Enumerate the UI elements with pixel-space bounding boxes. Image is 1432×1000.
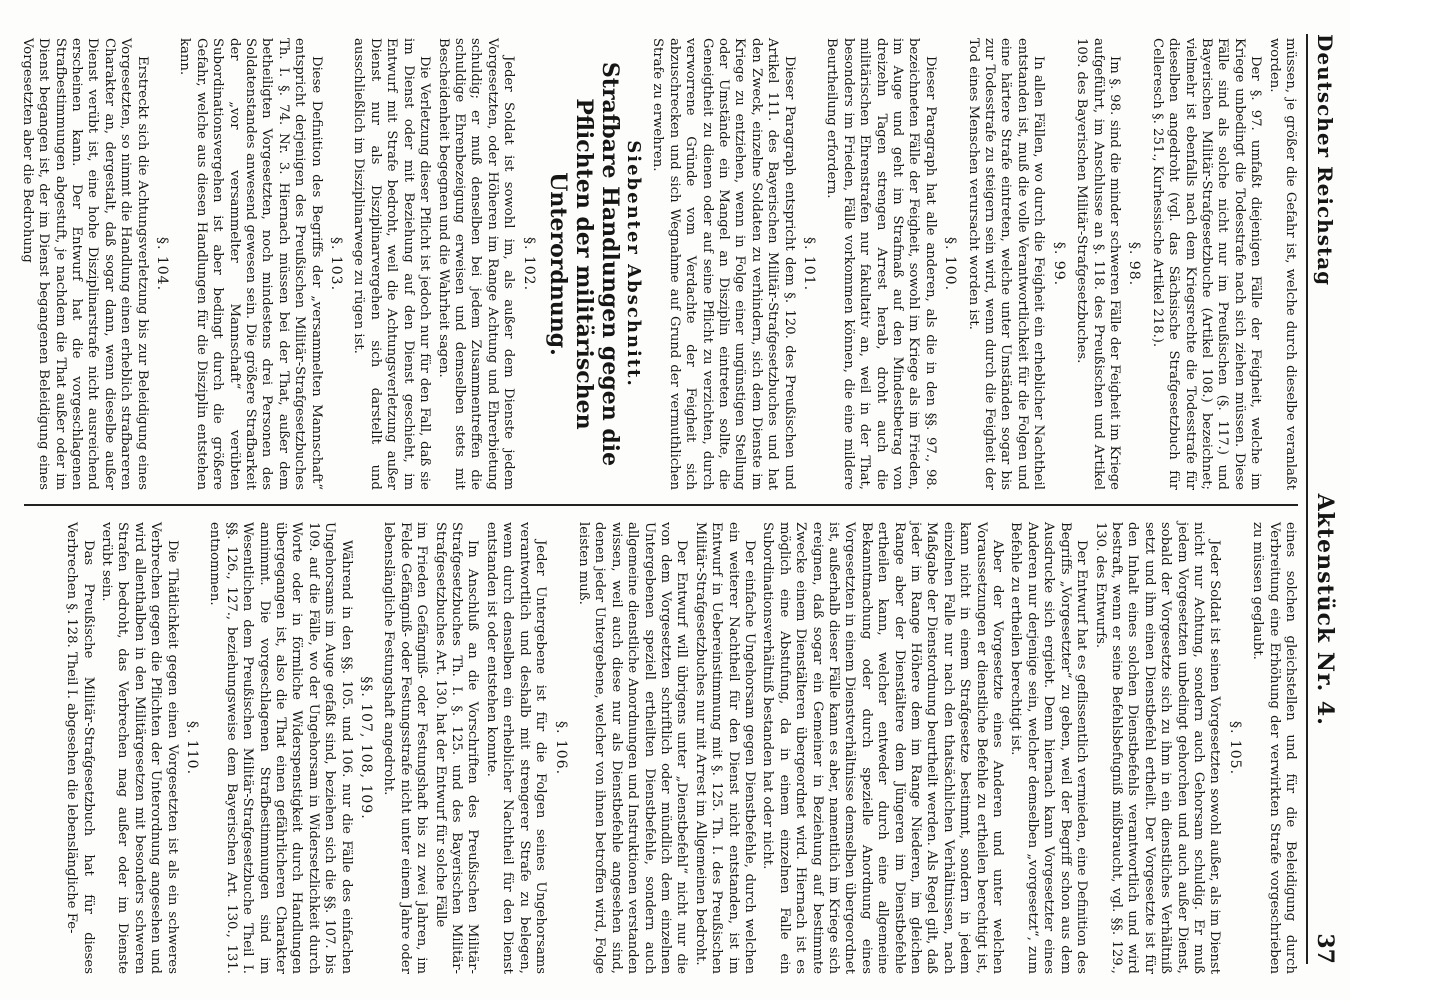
page-number: 37 — [1312, 933, 1338, 964]
paragraph: Der Entwurf hat es geflissentlich vermieden, eine Definition des Begriffs „Vorgesetzter“ zu geben, weil der Begriff schon aus dem Ausdrucke sich ergiebt. Denn hiernach kann Vorgesetzter eines Anderen nur derjenige sein, welcher demselben „vorgesetzt“, zum Befehle zu ertheilen berechtigt ist. — [1008, 522, 1090, 974]
section-heading: §. 101. — [801, 236, 818, 292]
paragraph: Aber der Vorgesetzte eines Anderen und unter welchen Voraussetzungen er dienstliche Befehle zu ertheilen berechtigt ist, kann nicht in einem Strafgesetze bestimmt, sondern in jedem einzelnen Falle nur nach den thatsächlichen Verhältnissen, nach Maßgabe der Dienstordnung beurtheilt werden. Als Regel gilt, daß jeder im Range Höhere dem im Range Niederen, im gleichen Range aber der Dienstältere dem Jüngeren im Dienstbefehle ertheilen kann, welcher entweder durch eine allgemeine Bekanntmachung oder durch spezielle Anordnung eines Vorgesetzten in einem Dienstverhältnisse demselben übergeordnet ist, außerhalb dieser Fälle kann es aber, namentlich im Kriege sich ereignen, daß sogar ein Gemeiner in Beziehung auf bestimmte Zwecke einem Dienstälteren übergeordnet wird. Hiernach ist es möglich eine Abstufung, da in einem einzelnen Falle ein Subordinationsverhältniß bestanden hat oder nicht. — [760, 522, 1006, 974]
section-heading: §§. 107, 108, 109. — [358, 676, 375, 820]
paragraph: Der einfache Ungehorsam gegen Dienstbefehle, durch welchen ein weiterer Nachtheil für den Dienst nicht entstanden, ist im Entwurf in Uebereinstimmung mit §. 125. Th. I. des Preußischen Militär-Strafgesetzbuches nur mit Arrest im Allgemeinen bedroht. — [692, 522, 757, 974]
paragraph: Jeder Soldat ist sowohl im, als außer dem Dienste jedem Vorgesetzten, oder Höheren im Range Achtung und Ehrerbietung schuldig; er muß denselben bei jedem Zusammentreffen die schuldige Ehrenbezeigung erweisen und demselben stets mit Bescheidenheit begegnen und die Wahrheit sagen. — [435, 38, 517, 490]
paragraph: Der §. 97. umfaßt diejenigen Fälle der Feigheit, welche im Kriege unbedingt die Todesstrafe nach sich ziehen müssen. Diese Fälle sind als solche nicht nur im Preußischen (§. 117.) und Bayerischen Militär-Strafgesetzbuche (Artikel 108.) bezeichnet; vielmehr ist ebenfalls nach dem Kriegsrechte die Todesstrafe für dieselben angedroht (vgl. das Sächsische Strafgesetzbuch für Celleresch §. 251., Kurhessische Artikel 218.). — [1149, 38, 1264, 490]
section-heading: §. 106. — [552, 720, 569, 776]
paragraph: im Frieden Gefängniß- oder Festungshaft bis zu zwei Jahren, im Felde Gefängniß- oder Festungsstrafe nicht unter einem Jahre oder lebenslängliche Festungshaft angedroht. — [381, 522, 430, 974]
paragraph: Diese Definition des Begriffs der „versammelten Mannschaft“ entspricht derjenigen des Preußischen Militär-Strafgesetzbuches Th. I. §. 74. Nr. 3. Hiernach müssen bei der That, außer dem betheiligten Vorgesetzten, noch mindestens drei Personen des Soldatenstandes anwesend gewesen sein. Die größere Strafbarkeit der „vor versammelter Mannschaft“ verübten Subordinationsvergehen ist aber bedingt durch die größere Gefahr, welche aus diesen Handlungen für die Disziplin entstehen kann. — [177, 38, 324, 490]
paragraph: Dieser Paragraph hat alle anderen, als die in den §§. 97., 98. bezeichneten Fälle der Feigheit, sowohl im Kriege als im Frieden, im Auge und geht im Strafmaß auf den Mindestbetrag von dreizehn Tagen strengen Arrest herab, droht auch die militärischen Ehrenstrafen nur fakultativ an, weil in der That, besonders im Frieden, Fälle vorkommen können, die eine mildere Beurtheilung erfordern. — [824, 38, 938, 490]
paragraph: Dieser Paragraph entspricht dem §. 120. des Preußischen und Artikel 111. des Bayerischen Militär-Strafgesetzbuches und hat den Zweck, einzelne Soldaten zu verhindern, sich dem Dienste im Kriege zu entziehen, wenn in Folge einer ungünstigen Stellung oder Umstände ein Mangel an Disziplin eintreten sollte, die Geneigtheit zu dienen oder auf seine Pflicht zu verzichten, durch verworrene Gründe vom Verdachte der Feigheit sich abzuschrecken und sich Wegnahme auf Grund der vermuthlichen Strafe zu erwehren. — [650, 38, 797, 490]
paragraph: Der Entwurf will übrigens unter „Dienstbefehl“ nicht nur die von dem Vorgesetzten schriftlich oder mündlich dem einzelnen Untergebenen speziell ertheilten Dienstbefehle, sondern auch allgemeine dienstliche Anordnungen und Instruktionen verstanden wissen, weil auch diese nur als Dienstbefehle angesehen sind, denen jeder Untergebene, welcher von ihnen betroffen wird, Folge leisten muß. — [575, 522, 690, 974]
paragraph: In allen Fällen, wo durch die Feigheit ein erheblicher Nachtheil entstanden ist, muß die volle Verantwortlichkeit für die Folgen und eine härtere Strafe eintreten, welche unter Umständen sogar bis zur Todesstrafe zu steigern sein wird, wenn durch die Feigheit der Tod eines Menschen verursacht worden ist. — [965, 38, 1047, 490]
chapter-title: Strafbare Handlungen gegen die Pflichten der militärischen Unterordnung. — [544, 61, 623, 467]
paragraph: Das Preußische Militär-Strafgesetzbuch hat für dieses Verbrechen §. 128. Theil I. abgesehen die lebenslängliche Fe- — [64, 522, 96, 974]
paragraph: Die Thätlichkeit gegen einen Vorgesetzten ist als ein schweres Verbrechen gegen die Pflichten der Unterordnung angesehen und wird allenthalben in den Militärgesetzen mit besonders schweren Strafen bedroht, das Verbrechen mag außer oder im Dienste verübt sein. — [98, 522, 180, 974]
paragraph: Die Verletzung dieser Pflicht ist jedoch nur für den Fall, daß sie im Dienst oder mit Beziehung auf den Dienst geschieht, im Entwurf mit Strafe bedroht, weil die Achtungsverletzung außer Dienst nur als Disziplinarvergehen sich darstellt und ausschließlich im Disziplinarwege zu rügen ist. — [351, 38, 433, 490]
paragraph: eines solchen gleichstellen und für die Beleidigung durch Verbreitung eine Erhöhung der verwirkten Strafe vorgeschrieben zu müssen geglaubt. — [1250, 522, 1298, 974]
paragraph: Jeder Soldat ist seinen Vorgesetzten sowohl außer, als im Dienst nicht nur Achtung, sondern auch Gehorsam schuldig. Er muß jedem Vorgesetzten unbedingt gehorchen und auch außer Dienst, sobald der Vorgesetzte sich zu ihm in ein dienstliches Verhältniß setzt und ihm einen Dienstbefehl ertheilt. Der Vorgesetzte ist für den Inhalt eines solchen Dienstbefehls verantwortlich und wird bestraft, wenn er seine Befehlsbefugniß mißbraucht, vgl. §§. 129., 130. des Entwurfs. — [1092, 522, 1223, 974]
section-heading: §. 104. — [154, 236, 171, 292]
paragraph: Erstreckt sich die Achtungsverletzung bis zur Beleidigung eines Vorgesetzten, so nimmt die Handlung einen erheblich strafbareren Charakter an, dergestalt, daß sogar dann, wenn dieselbe außer Dienst verübt ist, eine hohe Disziplinarstrafe nicht ausreichend erscheinen kann. Der Entwurf hat die vorgeschlagenen Strafbestimmungen abgestuft, je nachdem die That außer oder im Dienst begangen ist, der im Dienst begangenen Beleidigung eines Vorgesetzten aber die Bedrohung — [19, 38, 150, 490]
section-heading: §. 100. — [942, 236, 959, 292]
column-divider — [24, 504, 1298, 506]
chapter-heading: Siebenter Abschnitt. — [622, 140, 644, 388]
right-column — [20, 522, 1298, 974]
section-heading: §. 102. — [520, 236, 537, 292]
section-heading: §. 98. — [1126, 241, 1143, 287]
section-heading: §. 99. — [1050, 241, 1067, 287]
header-document-number: Aktenstück Nr. 4. — [1312, 493, 1338, 726]
paragraph: müssen, je größer die Gefahr ist, welche durch dieselbe veranlaßt worden. — [1266, 38, 1298, 490]
paragraph: Im Anschluß an die Vorschriften des Preußischen Militär-Strafgesetzbuches Th. I. §. 125. und des Bayerischen Militär-Strafgesetzbuches Art. 130. hat der Entwurf für solche Fälle — [432, 522, 481, 974]
paragraph: Jeder Untergebene ist für die Folgen seines Ungehorsams verantwortlich und deshalb mit strengerer Strafe zu belegen, wenn durch denselben ein erheblicher Nachtheil für den Dienst entstanden ist oder entstehen konnte. — [483, 522, 549, 974]
page-header — [1306, 34, 1342, 964]
paragraph: Im §. 98. sind die minder schweren Fälle der Feigheit im Kriege aufgeführt, im Anschlusse an §. 118. des Preußischen und Artikel 109. des Bayerischen Militär-Strafgesetzbuches. — [1074, 38, 1122, 490]
paragraph: Während in den §§. 105. und 106. nur die Fälle des einfachen Ungehorsams im Auge gefaßt sind, beziehen sich die §§. 107. bis 109. auf die Fälle, wo der Ungehorsam in Widersetzlichkeit durch Worte oder in förmliche Widerspenstigkeit durch Handlungen übergegangen ist, also die That einen gefährlicheren Charakter annimmt. Die vorgeschlagenen Strafbestimmungen sind im Wesentlichen dem Preußischen Militär-Strafgesetzbuche Theil I. §§. 126., 127., beziehungsweise dem Bayerischen Art. 130., 131. entnommen. — [207, 522, 354, 974]
left-column — [20, 38, 1298, 490]
section-heading: §. 105. — [1226, 720, 1243, 776]
section-heading: §. 103. — [328, 236, 345, 292]
header-publication: Deutscher Reichstag — [1313, 34, 1337, 287]
section-heading: §. 110. — [184, 720, 200, 776]
